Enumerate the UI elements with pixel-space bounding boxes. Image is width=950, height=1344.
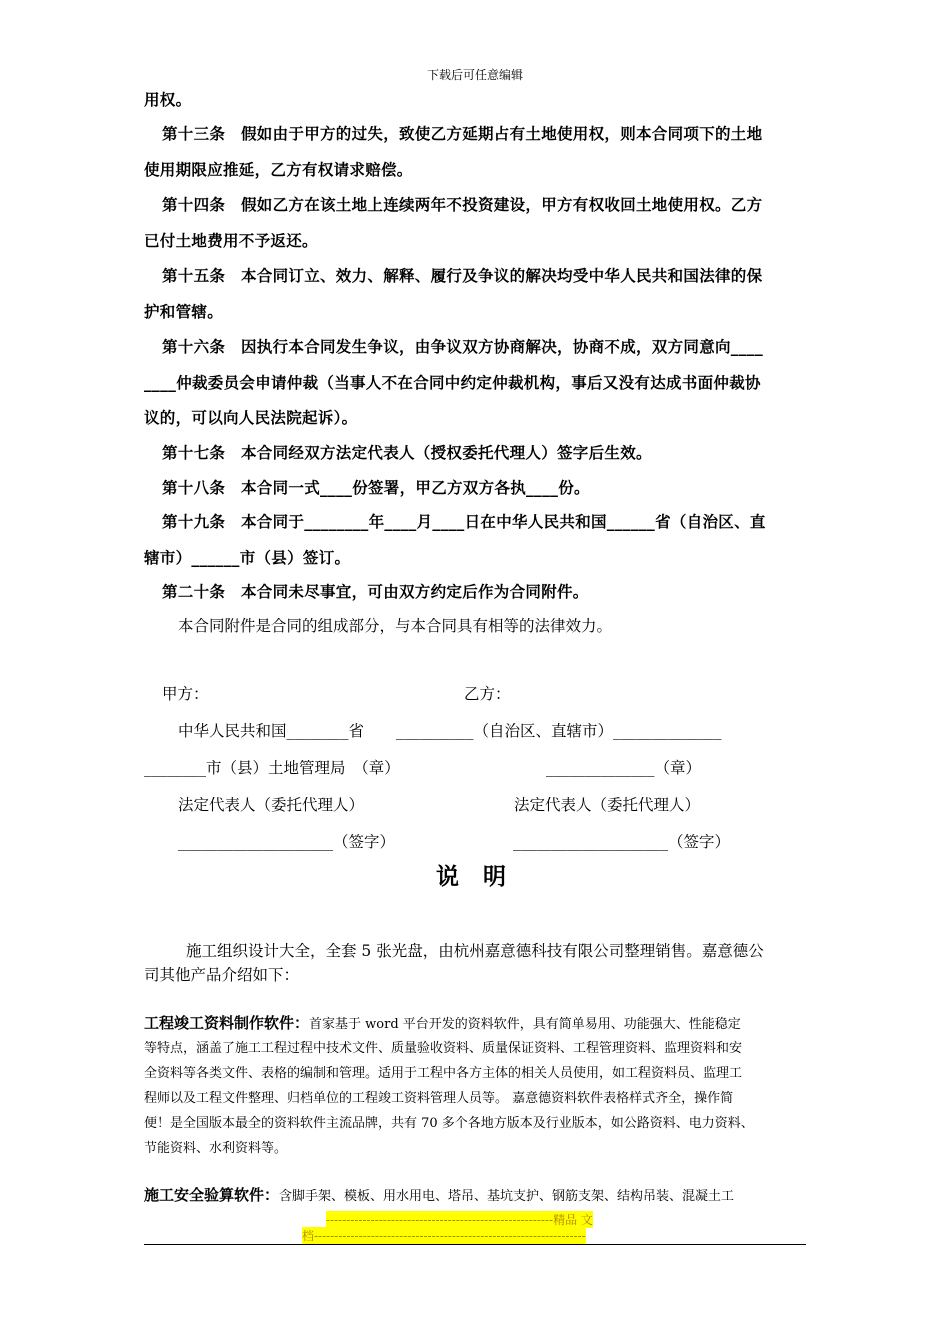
product-2	[144, 1184, 734, 1205]
article-16: 第十六条 因执行本合同发生争议，由争议双方协商解决，协商不成，双方同意向____	[162, 337, 764, 356]
province-line-a: 中华人民共和国________省	[178, 722, 365, 740]
land-bureau-line: ________市（县）土地管理局 （章）	[144, 759, 400, 777]
section-title: 说 明	[435, 863, 514, 890]
article-19-cont: 辖市）______市（县）签订。	[144, 548, 351, 567]
product-1-desc: 程师以及工程文件整理、归档单位的工程竣工资料管理人员等。 嘉意德资料软件表格样式齐全，操作简	[144, 1091, 734, 1106]
rep-b-label: 法定代表人（委托代理人）	[514, 796, 701, 814]
province-line-b: __________（自治区、直辖市）______________	[396, 722, 722, 740]
page-header: 下载后可任意编辑	[426, 68, 523, 82]
product-1-label: 工程竣工资料制作软件：	[144, 1014, 310, 1032]
sign-line-a: ____________________（签字）	[178, 833, 396, 851]
sign-line-b: ____________________（签字）	[513, 833, 731, 851]
text-line: 用权。	[144, 90, 192, 109]
article-13-cont: 使用期限应推延，乙方有权请求赔偿。	[144, 160, 413, 179]
party-b-label: 乙方：	[464, 685, 511, 703]
intro-line: 司其他产品介绍如下：	[144, 966, 300, 984]
product-2-desc: 含脚手架、模板、用水用电、塔吊、基坑支护、钢筋支架、结构吊装、混凝土工	[279, 1189, 735, 1204]
rep-a-label: 法定代表人（委托代理人）	[178, 796, 365, 814]
appendix-note: 本合同附件是合同的组成部分，与本合同具有相等的法律效力。	[178, 617, 613, 635]
article-15: 第十五条 本合同订立、效力、解释、履行及争议的解决均受中华人民共和国法律的保	[162, 266, 763, 285]
article-19: 第十九条 本合同于________年____月____日在中华人民共和国______省（自治区、直	[162, 512, 766, 531]
article-20: 第二十条 本合同未尽事宜，可由双方约定后作为合同附件。	[162, 582, 589, 601]
article-16-cont: 议的，可以向人民法院起诉）。	[144, 408, 358, 427]
seal-line-b: ______________（章）	[546, 759, 702, 777]
article-16-cont: ____仲裁委员会申请仲裁（当事人不在合同中约定仲裁机构，事后又没有达成书面仲裁协	[144, 373, 761, 392]
article-14: 第十四条 假如乙方在该土地上连续两年不投资建设，甲方有权收回土地使用权。乙方	[162, 195, 763, 214]
article-15-cont: 护和管辖。	[144, 302, 224, 321]
product-1	[144, 1012, 741, 1033]
article-17: 第十七条 本合同经双方法定代表人（授权委托代理人）签字后生效。	[162, 443, 652, 462]
product-1-desc: 节能资料、水利资料等。	[144, 1141, 288, 1156]
article-14-cont: 已付土地费用不予返还。	[144, 231, 318, 250]
intro-line: 施工组织设计大全，全套 5 张光盘，由杭州嘉意德科技有限公司整理销售。嘉意德公	[186, 942, 764, 960]
footer-rule	[144, 1244, 806, 1245]
footer-watermark: --------------------------------------------------------精品 文	[326, 1213, 593, 1227]
product-1-desc: 首家基于 word 平台开发的资料软件，具有简单易用、功能强大、性能稳定	[309, 1017, 741, 1032]
article-13: 第十三条 假如由于甲方的过失，致使乙方延期占有土地使用权，则本合同项下的土地	[162, 124, 763, 143]
party-a-label: 甲方：	[162, 685, 209, 703]
article-18: 第十八条 本合同一式____份签署，甲乙方双方各执____份。	[162, 478, 590, 497]
product-1-desc: 等特点，涵盖了施工工程过程中技术文件、质量验收资料、质量保证资料、工程管理资料、监理资料和安	[144, 1041, 743, 1056]
footer-watermark: 档-------------------------------------------------------------------	[302, 1229, 586, 1243]
product-1-desc: 便！是全国版本最全的资料软件主流品牌，共有 70 多个各地方版本及行业版本，如公路资料、电力资料、	[144, 1116, 754, 1131]
product-2-label: 施工安全验算软件：	[144, 1186, 280, 1204]
product-1-desc: 全资料等各类文件、表格的编制和管理。适用于工程中各方主体的相关人员使用，如工程资料员、监理工	[144, 1066, 743, 1081]
